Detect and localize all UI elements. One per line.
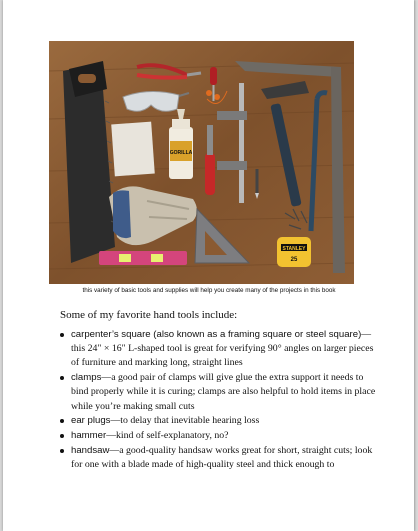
- list-item: [60, 371, 380, 414]
- tool-description: —a good pair of clamps will give glue the extra support it needs to bind properly while it is curing; clamps are also helpful to hold items in place while you’re making small cuts: [71, 372, 376, 412]
- tool-description: —this 24" × 16" L-shaped tool is great for verifying 90° angles on larger pieces of furniture and marking long, straight lines: [71, 329, 374, 369]
- tape-measure: [277, 237, 311, 267]
- tape-brand-label: STANLEY: [282, 245, 306, 252]
- list-item: [60, 429, 380, 443]
- tool-description: —a good-quality handsaw works great for short, straight cuts; look for one with a blade made of high-quality steel and thick enough to: [71, 444, 373, 470]
- bullet-icon: [60, 449, 64, 453]
- list-item: [60, 414, 380, 428]
- tool-term: hammer: [71, 429, 107, 441]
- sandpaper: [111, 122, 155, 177]
- tape-size-label: 25: [290, 257, 298, 263]
- figure-caption: this variety of basic tools and supplies will help you create many of the projects in this book: [82, 287, 336, 294]
- list-item: [60, 328, 380, 371]
- tool-term: ear plugs: [71, 415, 111, 427]
- tool-description: —to delay that inevitable hearing loss: [110, 415, 260, 427]
- bullet-icon: [60, 333, 64, 337]
- tool-term: clamps: [71, 372, 102, 384]
- list-item: [60, 444, 380, 472]
- pencil: [255, 169, 259, 199]
- level: [99, 251, 187, 265]
- bullet-icon: [60, 376, 64, 380]
- glue-label: GORILLA: [169, 150, 193, 156]
- tools-illustration: [49, 41, 354, 284]
- bullet-icon: [60, 419, 64, 423]
- bullet-icon: [60, 434, 64, 438]
- tools-list: [60, 328, 380, 473]
- tool-term: handsaw: [71, 444, 110, 456]
- tools-photo: [49, 41, 354, 284]
- tool-term: carpenter’s square (also known as a framing square or steel square): [71, 329, 362, 340]
- glue-bottle: [169, 109, 193, 179]
- intro-text: Some of my favorite hand tools include:: [60, 309, 238, 321]
- tool-description: —kind of self-explanatory, no?: [106, 429, 229, 441]
- book-page: [3, 0, 414, 531]
